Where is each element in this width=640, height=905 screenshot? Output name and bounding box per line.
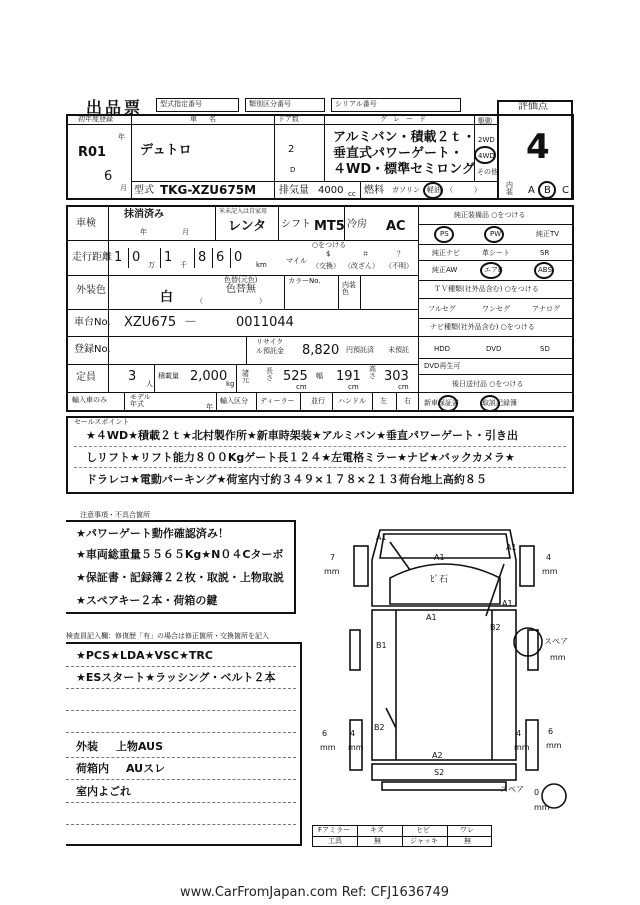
- equip-sr: SR: [540, 249, 550, 257]
- tire-reading: 6: [548, 727, 554, 736]
- interior-c: C: [562, 185, 569, 196]
- cabin-text: ﾋﾞ石: [430, 575, 449, 585]
- legend-body: 無: [464, 837, 471, 845]
- damage-code: A1: [376, 533, 387, 542]
- equip-airbag: エアB: [484, 266, 503, 274]
- damage-code: B2: [490, 623, 501, 632]
- inspector-title: 検査員記入欄：修復歴「有」の場合は修正箇所・交換箇所を記入: [66, 632, 269, 640]
- tire-unit: mm: [348, 743, 364, 752]
- model-label: 型式: [134, 185, 154, 196]
- fuel-gasoline: ガソリン: [392, 186, 420, 194]
- shaken-month-unit: 月: [182, 228, 189, 236]
- fuel-diesel-circle: [423, 182, 443, 199]
- tv-type-3: アナログ: [532, 305, 560, 313]
- damage-code: A1: [502, 599, 513, 608]
- damage-code: B2: [374, 723, 385, 732]
- recycle-label: リサイクル預託金: [256, 338, 284, 356]
- sales-point-line: ドラレコ★電動パーキング★荷室内寸約３４９×１７８×２１３荷台地上高約８５: [86, 473, 487, 486]
- page-title: 出品票: [86, 98, 144, 117]
- equip-pw-circle: [484, 226, 504, 243]
- import-type-label: 輸入区分: [220, 397, 248, 405]
- chassis-number: 0011044: [236, 315, 294, 330]
- damage-code: A2: [432, 751, 443, 760]
- doors-label: ドア数: [278, 115, 299, 123]
- mileage-label: 走行距離: [72, 252, 112, 263]
- sales-point-line: ★４WD★積載２ｔ★北村製作所★新車時架装★アルミバン★垂直パワーゲート・引き出: [86, 429, 518, 442]
- equip-leather: 革シート: [482, 249, 510, 257]
- mileage-man: 万: [148, 261, 155, 269]
- shaken-value: 抹消済み: [124, 209, 164, 220]
- first-reg-label: 初年度登録: [78, 115, 113, 123]
- damage-code: A1: [506, 543, 517, 552]
- tire-reading: 4: [546, 553, 552, 562]
- tv-type-title: ＴＶ種類(社外品含む) ○をつける: [434, 285, 539, 293]
- import-parallel: 並行: [311, 397, 325, 405]
- fuel-paren: （ ）: [446, 186, 481, 194]
- interior-b: B: [544, 185, 551, 196]
- chassis-label: 車台No.: [74, 317, 111, 328]
- interior-b-circle: [538, 181, 556, 199]
- length-value: 525: [283, 369, 308, 384]
- navi-type-title: ナビ種類(社外品含む) ○をつける: [430, 323, 535, 331]
- vehicle-diagram: [310, 520, 580, 820]
- height-value: 303: [384, 369, 409, 384]
- year-unit: 年: [118, 133, 125, 141]
- drive-other: その他: [477, 168, 498, 176]
- equip-tv: 純正TV: [536, 230, 560, 238]
- footer-watermark: www.CarFromJapan.com Ref: CFJ1636749: [180, 885, 450, 900]
- navi-type-2: DVD: [486, 345, 502, 353]
- drive-label: 駆動: [478, 117, 492, 125]
- height-unit: cm: [398, 383, 409, 391]
- category-label: 類別区分番号: [249, 100, 291, 108]
- legend-head: キズ: [370, 826, 384, 834]
- model-year-unit: 年: [206, 403, 213, 411]
- spare2-value: 0: [534, 788, 540, 797]
- drive-2wd: 2WD: [478, 136, 495, 144]
- model-value: TKG-XZU675M: [160, 183, 257, 197]
- rating-label: 評価点: [518, 101, 548, 112]
- shift-value: MT5: [314, 219, 345, 234]
- usage-label: 米未記入は自家用: [219, 208, 268, 215]
- fuel-label: 燃料: [364, 185, 384, 196]
- shift-label: シフト: [281, 219, 311, 230]
- mileage-digit: 1: [114, 250, 123, 265]
- grade-line-2: 垂直式パワーゲート・: [333, 146, 464, 161]
- ext-value: 上物AUS: [116, 740, 164, 753]
- legend-head: ワレ: [460, 826, 474, 834]
- recycle-status-1: 円預託済: [346, 346, 374, 354]
- height-label: 高さ: [369, 365, 376, 380]
- color-code-label: カラーNo.: [288, 277, 321, 285]
- mileage-digits: [110, 248, 270, 270]
- load-unit: kg: [226, 380, 235, 388]
- mileage-digit: 0: [132, 250, 141, 265]
- equip-pw: PW: [490, 230, 502, 238]
- mile-opt1-mark: $: [326, 250, 331, 258]
- equip-aw: 純正AW: [432, 266, 458, 274]
- ext-label: 外装: [76, 740, 98, 753]
- interior-a: A: [528, 185, 535, 196]
- legend-head: Fアミラー: [318, 826, 351, 834]
- handle-left: 左: [380, 397, 387, 405]
- legend-head: ヒビ: [416, 826, 430, 834]
- first-reg-era: R01: [78, 145, 107, 160]
- mileage-digit: 1: [164, 250, 173, 265]
- equip-ps: PS: [440, 230, 449, 238]
- chassis-dash: －: [184, 315, 198, 330]
- tv-type-1: フルセグ: [428, 305, 456, 313]
- displacement-label: 排気量: [279, 185, 309, 196]
- width-label: 幅: [316, 372, 323, 380]
- tire-reading: 7: [330, 553, 336, 562]
- model-year-label: モデル年式: [130, 393, 151, 408]
- interior-note: 室内よごれ: [76, 785, 131, 798]
- postfit-record-2: 記録簿: [496, 399, 517, 407]
- doors-value: 2: [288, 144, 295, 155]
- month-unit: 月: [120, 184, 127, 192]
- tire-unit: mm: [514, 743, 530, 752]
- equip-abs: ABS: [538, 266, 552, 274]
- note-line: ★パワーゲート動作確認済み！: [76, 527, 229, 540]
- width-value: 191: [336, 369, 361, 384]
- tire-unit: mm: [546, 741, 562, 750]
- rating-value: 4: [526, 127, 550, 167]
- mileage-digit: 8: [198, 250, 207, 265]
- displacement-unit: cc: [348, 190, 356, 198]
- inspector-line: ★ESスタート★ラッシング・ベルト２本: [76, 671, 276, 684]
- sales-points-title: セールスポイント: [74, 418, 130, 426]
- inspector-line: ★PCS★LDA★VSC★TRC: [76, 649, 213, 662]
- handle-right: 右: [404, 397, 411, 405]
- damage-code: B1: [376, 641, 387, 650]
- doors-unit: D: [290, 166, 296, 174]
- tire-unit: mm: [324, 567, 340, 576]
- navi-type-extra: DVD再生可: [424, 362, 461, 370]
- postfit-title: 後日送付品 ○をつける: [452, 380, 524, 388]
- mile-opt3: （不明）: [385, 262, 413, 270]
- color-label: 外装色: [76, 285, 106, 296]
- spare2-label: スペア: [500, 785, 524, 794]
- note-line: ★車両総重量５５６５Kg★N０４Cターボ: [76, 548, 284, 561]
- cargo-value: AUスレ: [126, 762, 166, 775]
- tire-reading: 4: [350, 729, 356, 738]
- grade-label: グレード: [380, 115, 432, 123]
- model-cert-label: 型式指定番号: [160, 100, 202, 108]
- capacity-value: 3: [128, 369, 137, 384]
- note-line: ★保証書・記録簿２２枚・取説・上物取説: [76, 571, 284, 584]
- cargo-label: 荷箱内: [76, 762, 109, 775]
- color-paren: （ ）: [196, 297, 266, 305]
- dims-label: 諸元: [242, 369, 249, 384]
- spare2-unit: mm: [534, 803, 550, 812]
- chassis-prefix: XZU675: [124, 315, 177, 330]
- mile-opt2: （改ざん）: [344, 262, 379, 270]
- car-name-label: 車名: [190, 115, 228, 123]
- postfit-record: 取説: [482, 399, 496, 407]
- mile-opt3-mark: ？: [397, 250, 404, 258]
- note-line: ★スペアキー２本・荷箱の鍵: [76, 594, 218, 607]
- import-label: 輸入車のみ: [72, 396, 107, 404]
- shaken-year-unit: 年: [140, 228, 147, 236]
- equip-airbag-circle: [480, 262, 502, 279]
- import-dealer: ディーラー: [260, 397, 295, 405]
- drive-4wd: 4WD: [478, 152, 495, 160]
- ac-label: 冷房: [347, 219, 367, 230]
- width-unit: cm: [348, 383, 359, 391]
- capacity-label: 定員: [76, 372, 96, 383]
- color-no-label: 色替(元色): [224, 276, 258, 284]
- mileage-unit: km: [256, 261, 267, 269]
- tire-unit: mm: [542, 567, 558, 576]
- grade-line-1: アルミバン・積載２ｔ・: [333, 130, 476, 145]
- equip-navi: 純正ナビ: [432, 249, 460, 257]
- color-value: 白: [160, 290, 174, 305]
- damage-code: S2: [434, 768, 445, 777]
- handle-label: ハンドル: [338, 397, 366, 405]
- equip-abs-circle: [534, 262, 554, 279]
- interior-label: 内装: [506, 181, 513, 196]
- legend-body: ジャッキ: [410, 837, 438, 845]
- legend-body: 工具: [328, 837, 342, 845]
- damage-code: A1: [426, 613, 437, 622]
- postfit-manual-circle: [438, 395, 458, 412]
- shaken-label: 車検: [76, 218, 96, 229]
- sales-point-line: しリフト★リフト能力８００Kgゲート長１２４★左電格ミラー★ナビ★バックカメラ★: [86, 451, 515, 464]
- interior-color-label: 内装色: [342, 281, 356, 296]
- circle-hint: ○をつける: [312, 241, 347, 249]
- car-name: デュトロ: [140, 143, 192, 158]
- tire-reading: 4: [516, 729, 522, 738]
- mileage-sen: 千: [180, 261, 187, 269]
- load-value: 2,000: [190, 369, 228, 384]
- equip-ps-circle: [434, 226, 454, 243]
- drive-4wd-circle: [474, 146, 496, 164]
- tv-type-2: ワンセグ: [482, 305, 510, 313]
- serial-label: シリアル番号: [335, 100, 377, 108]
- color-no-value: 色替無: [226, 284, 256, 295]
- notes-title: 注意事項・不具合箇所: [80, 511, 150, 519]
- recycle-value: 8,820: [302, 343, 340, 358]
- grade-line-3: ４WD・標準セミロング: [333, 162, 475, 177]
- capacity-unit: 人: [146, 380, 153, 388]
- tire-unit: mm: [320, 743, 336, 752]
- usage-value: レンタ: [228, 219, 267, 234]
- displacement-value: 4000: [318, 185, 344, 196]
- recycle-status-2: 未預託: [388, 346, 409, 354]
- equipment-title: 純正装備品 ○をつける: [454, 211, 526, 219]
- damage-code: A1: [434, 553, 445, 562]
- navi-type-3: SD: [540, 345, 550, 353]
- reg-no-label: 登録No.: [74, 344, 111, 355]
- first-reg-month: 6: [104, 169, 113, 184]
- spare-unit: mm: [550, 653, 566, 662]
- mileage-digit: 0: [234, 250, 243, 265]
- legend-body: 無: [374, 837, 381, 845]
- mile-opt1: （交換）: [312, 262, 340, 270]
- mileage-digit: 6: [216, 250, 225, 265]
- tire-reading: 6: [322, 729, 328, 738]
- ac-value: AC: [386, 219, 406, 234]
- spare-label: スペア: [544, 637, 568, 646]
- load-label: 積載量: [158, 372, 179, 380]
- fuel-diesel: 軽油: [427, 186, 441, 194]
- postfit-manual: 新車保証書: [424, 399, 459, 407]
- length-label: 長さ: [266, 367, 273, 382]
- mile-opt2-mark: ＃: [362, 250, 369, 258]
- navi-type-1: HDD: [434, 345, 451, 353]
- mile-label: マイル: [286, 257, 307, 265]
- length-unit: cm: [296, 383, 307, 391]
